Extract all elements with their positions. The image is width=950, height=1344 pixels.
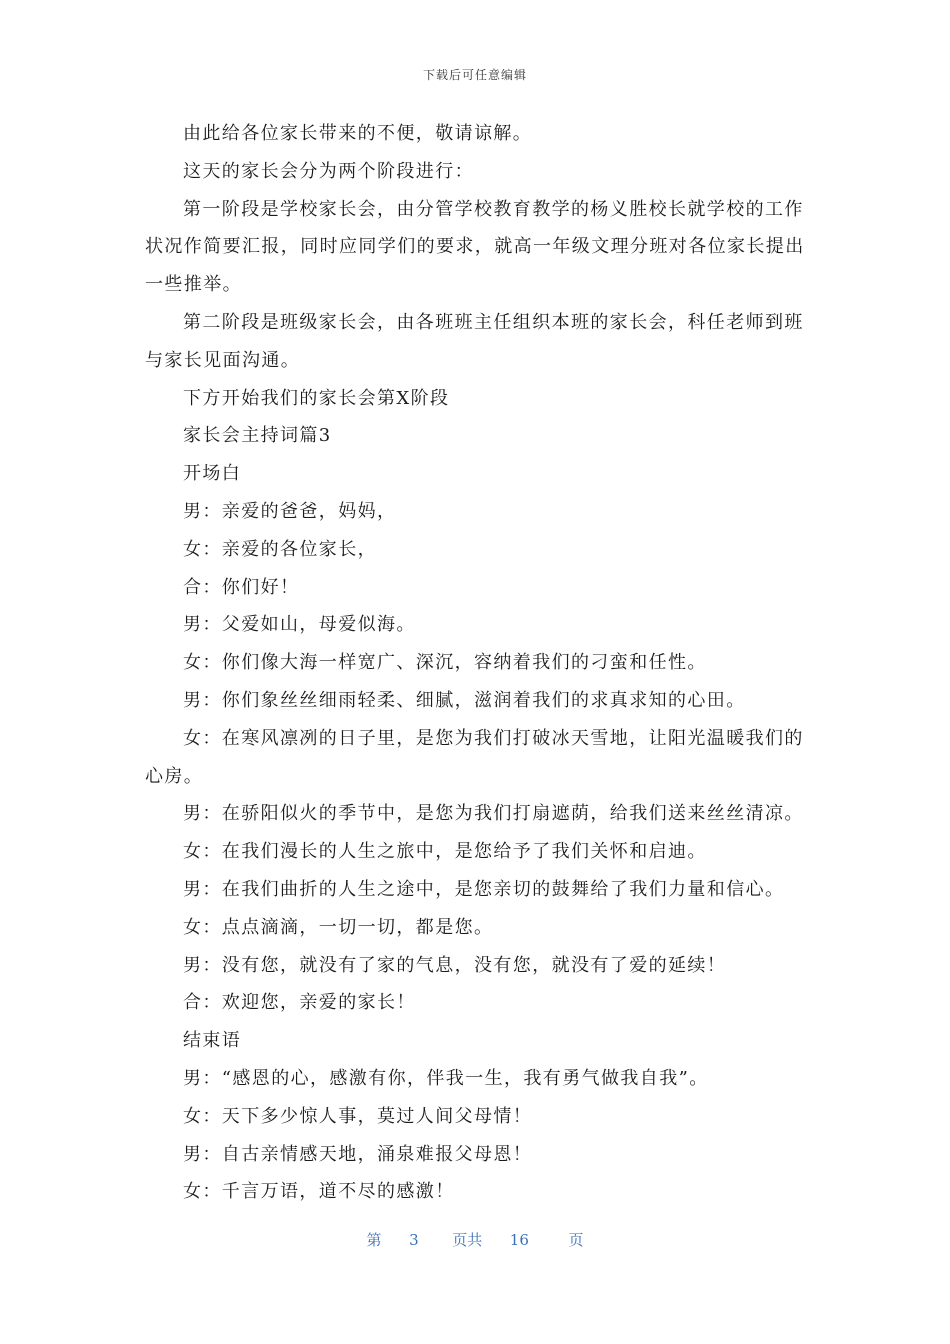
section-title: 家长会主持词篇3 xyxy=(183,425,332,447)
current-page-number: 3 xyxy=(409,1231,419,1249)
dialogue-line: 男：父爱如山，母爱似海。 xyxy=(183,614,416,636)
dialogue-line: 男：亲爱的爸爸，妈妈， xyxy=(183,500,397,522)
dialogue-line: 男：没有您，就没有了家的气息，没有您，就没有了爱的延续！ xyxy=(183,954,727,976)
dialogue-line: 男：在我们曲折的人生之途中，是您亲切的鼓舞给了我们力量和信心。 xyxy=(183,878,785,900)
document-body xyxy=(145,115,805,1211)
header-note: 下载后可任意编辑 xyxy=(422,68,527,82)
subsection-title: 结束语 xyxy=(183,1030,242,1052)
dialogue-line: 男：你们象丝丝细雨轻柔、细腻，滋润着我们的求真求知的心田。 xyxy=(183,689,746,711)
dialogue-line: 合：你们好！ xyxy=(183,576,300,598)
subsection-title: 开场白 xyxy=(183,463,242,485)
dialogue-line: 女：在我们漫长的人生之旅中，是您给予了我们关怀和启迪。 xyxy=(183,841,707,863)
dialogue-line: 女：亲爱的各位家长， xyxy=(183,538,377,560)
paragraph: 下方开始我们的家长会第X阶段 xyxy=(183,387,450,409)
dialogue-line: 男：“感恩的心，感激有你，伴我一生，我有勇气做我自我”。 xyxy=(183,1067,709,1089)
page-footer xyxy=(0,1229,950,1250)
dialogue-line: 女：天下多少惊人事，莫过人间父母情！ xyxy=(183,1105,533,1127)
dialogue-line: 女：千言万语，道不尽的感激！ xyxy=(183,1181,455,1203)
footer-middle: 页共 xyxy=(452,1231,483,1249)
footer-prefix: 第 xyxy=(366,1231,382,1249)
paragraph: 第一阶段是学校家长会，由分管学校教育教学的杨义胜校长就学校的工作状况作简要汇报，同时应同学们的要求，就高一年级文理分班对各位家长提出一些推举。 xyxy=(145,198,805,296)
dialogue-line: 合：欢迎您，亲爱的家长！ xyxy=(183,992,416,1014)
paragraph: 由此给各位家长带来的不便，敬请谅解。 xyxy=(183,123,533,144)
dialogue-line: 男：自古亲情感天地，涌泉难报父母恩！ xyxy=(183,1143,533,1165)
dialogue-line: 女：点点滴滴，一切一切，都是您。 xyxy=(183,916,494,938)
total-pages-number: 16 xyxy=(509,1231,529,1249)
dialogue-line: 女：在寒风凛冽的日子里，是您为我们打破冰天雪地，让阳光温暖我们的心房。 xyxy=(145,727,804,787)
page-header xyxy=(0,66,950,83)
footer-suffix: 页 xyxy=(568,1231,584,1249)
dialogue-line: 女：你们像大海一样宽广、深沉，容纳着我们的刁蛮和任性。 xyxy=(183,652,707,674)
dialogue-line: 男：在骄阳似火的季节中，是您为我们打扇遮荫，给我们送来丝丝清凉。 xyxy=(183,803,804,825)
paragraph: 这天的家长会分为两个阶段进行： xyxy=(183,160,474,182)
paragraph: 第二阶段是班级家长会，由各班班主任组织本班的家长会，科任老师到班与家长见面沟通。 xyxy=(145,311,804,371)
